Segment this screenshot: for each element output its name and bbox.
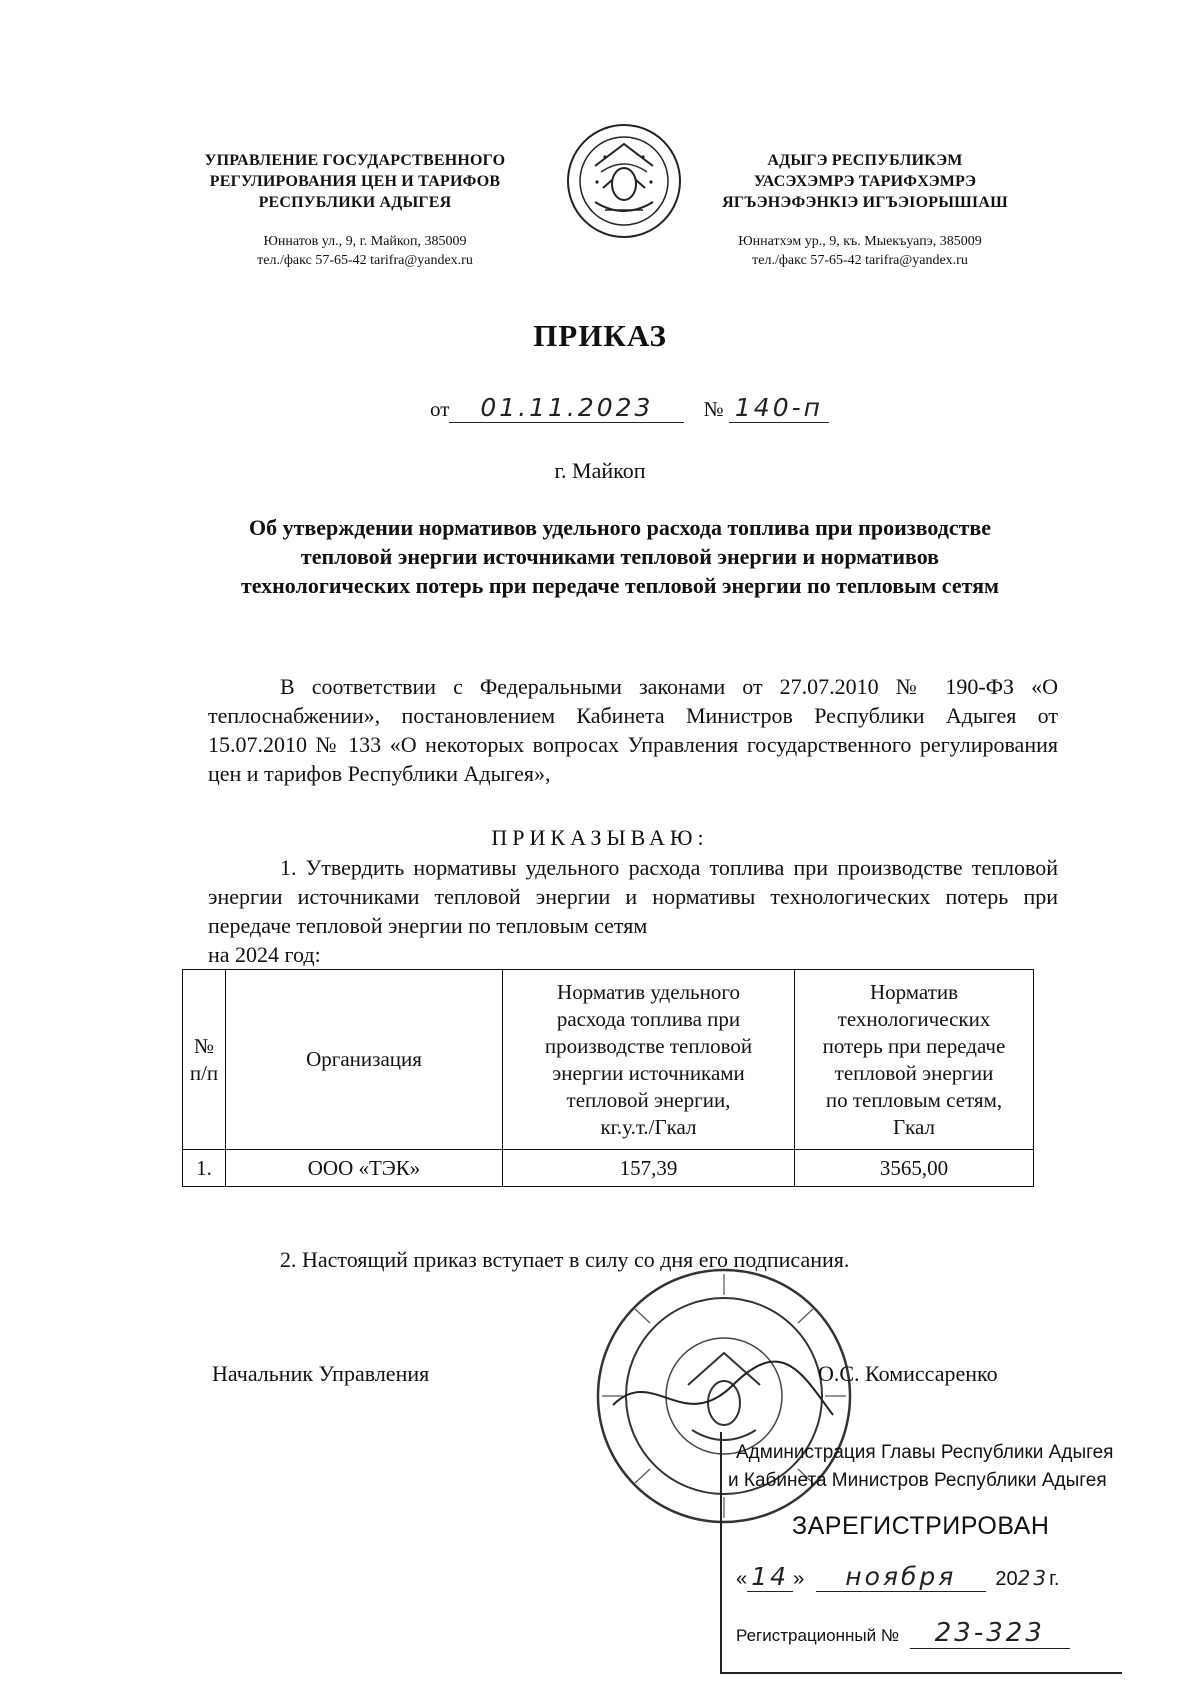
header-fuel-line: тепловой энергии, <box>566 1087 731 1112</box>
stamp-number-value: 23-323 <box>910 1618 1070 1649</box>
stamp-line-2: и Кабинета Министров Республики Адыгея <box>728 1470 1107 1491</box>
stamp-day: 14 <box>747 1562 793 1592</box>
order-item-2: 2. Настоящий приказ вступает в силу со дня его подписания. <box>280 1247 850 1272</box>
header-org-left-line: УПРАВЛЕНИЕ ГОСУДАРСТВЕННОГО <box>204 152 506 169</box>
header-loss-line: по тепловым сетям, <box>825 1087 1003 1112</box>
header-org-left-line: РЕСПУБЛИКИ АДЫГЕЯ <box>258 194 452 211</box>
cell-num: 1. <box>183 1150 226 1187</box>
stamp-number-label: Регистрационный № <box>736 1626 900 1645</box>
header-fuel-line: Норматив удельного <box>557 979 740 1004</box>
stamp-year-suffix: 23 <box>1017 1566 1050 1590</box>
stamp-year-prefix: 20 <box>995 1568 1018 1590</box>
header-loss-line: технологических <box>837 1006 991 1031</box>
stamp-status: ЗАРЕГИСТРИРОВАН <box>792 1512 1050 1540</box>
order-number-value: 140-п <box>729 393 829 423</box>
order-item-1-tail: на 2024 год: <box>208 942 321 967</box>
registration-stamp <box>720 1432 1122 1674</box>
order-date-number-line <box>430 393 829 423</box>
order-word: ПРИКАЗЫВАЮ: <box>491 825 709 850</box>
order-item-1-text: 1. Утвердить нормативы удельного расхода топлива при производстве тепловой энергии источниками тепловой энергии и нормативы технологических потерь при передаче тепловой энергии по тепловым сетям <box>208 855 1058 938</box>
header-address-right-line: Юннатхэм ур., 9, къ. Мыекъуапэ, 385009 <box>738 234 982 249</box>
header-cell-fuel <box>503 970 795 1150</box>
header-loss-line: Гкал <box>892 1114 935 1139</box>
header-cell-org: Организация <box>226 970 503 1150</box>
number-prefix: № <box>703 397 724 421</box>
header-num-line: № <box>193 1033 215 1058</box>
header-fuel-line: энергии источниками <box>552 1060 745 1085</box>
header-cell-loss <box>795 970 1034 1150</box>
stamp-month: ноября <box>816 1562 986 1592</box>
header-fuel-line: производстве тепловой <box>544 1033 753 1058</box>
header-address-right <box>700 232 1020 270</box>
stamp-year-mark: г. <box>1049 1568 1060 1590</box>
header-loss-line: потерь при передаче <box>822 1033 1006 1058</box>
stamp-number-line <box>736 1618 1070 1649</box>
header-org-left-line: РЕГУЛИРОВАНИЯ ЦЕН И ТАРИФОВ <box>209 173 501 190</box>
table-header-row <box>183 970 1034 1150</box>
document-city: г. Майкоп <box>554 458 646 483</box>
header-org-right-line: АДЫГЭ РЕСПУБЛИКЭМ <box>767 152 963 169</box>
header-loss-line: тепловой энергии <box>834 1060 994 1085</box>
document-preamble: В соответствии с Федеральными законами от 27.07.2010 № 190-ФЗ «О теплоснабжении», постановлением Кабинета Министров Республики Адыгея от 15.07.2010 № 133 «О некоторых вопросах Управления государственного регулирования цен и тарифов Республики Адыгея», <box>208 674 1058 786</box>
coat-of-arms-emblem-icon <box>565 122 683 240</box>
header-address-right-line: тел./факс 57-65-42 tarifra@yandex.ru <box>752 253 968 268</box>
stamp-date-line: « 14 » ноября 2023г. <box>736 1562 1060 1591</box>
date-prefix: от <box>430 397 450 421</box>
header-org-right-line: ЯГЪЭНЭФЭНКIЭ ИГЪЭIОРЫШIАШ <box>722 194 1008 211</box>
header-cell-num <box>183 970 226 1150</box>
document-subject: Об утверждении нормативов удельного расхода топлива при производстве тепловой энергии источниками тепловой энергии и нормативов технологических потерь при передаче тепловой энергии по тепловым сетям <box>240 515 999 598</box>
cell-fuel: 157,39 <box>503 1150 795 1187</box>
header-org-right-line: УАСЭХЭМРЭ ТАРИФХЭМРЭ <box>753 173 977 190</box>
signatory-name: О.С. Комиссаренко <box>818 1361 998 1386</box>
table-row <box>183 1150 1034 1187</box>
cell-org: ООО «ТЭК» <box>226 1150 503 1187</box>
header-address-left <box>220 232 510 270</box>
header-org-left <box>190 150 520 213</box>
header-address-left-line: Юннатов ул., 9, г. Майкоп, 385009 <box>263 234 467 249</box>
stamp-line-1: Администрация Главы Республики Адыгея <box>736 1442 1114 1463</box>
order-date-value: 01.11.2023 <box>449 393 684 423</box>
header-org-right <box>690 150 1040 213</box>
norms-table <box>182 969 1034 1187</box>
signatory-position: Начальник Управления <box>212 1361 430 1386</box>
header-num-line: п/п <box>189 1060 219 1085</box>
document-title: ПРИКАЗ <box>533 318 667 353</box>
header-address-left-line: тел./факс 57-65-42 tarifra@yandex.ru <box>257 253 473 268</box>
header-fuel-line: расхода топлива при <box>556 1006 741 1031</box>
header-fuel-line: кг.у.т./Гкал <box>600 1114 697 1139</box>
cell-loss: 3565,00 <box>795 1150 1034 1187</box>
header-loss-line: Норматив <box>869 979 959 1004</box>
order-item-1 <box>208 853 1058 969</box>
